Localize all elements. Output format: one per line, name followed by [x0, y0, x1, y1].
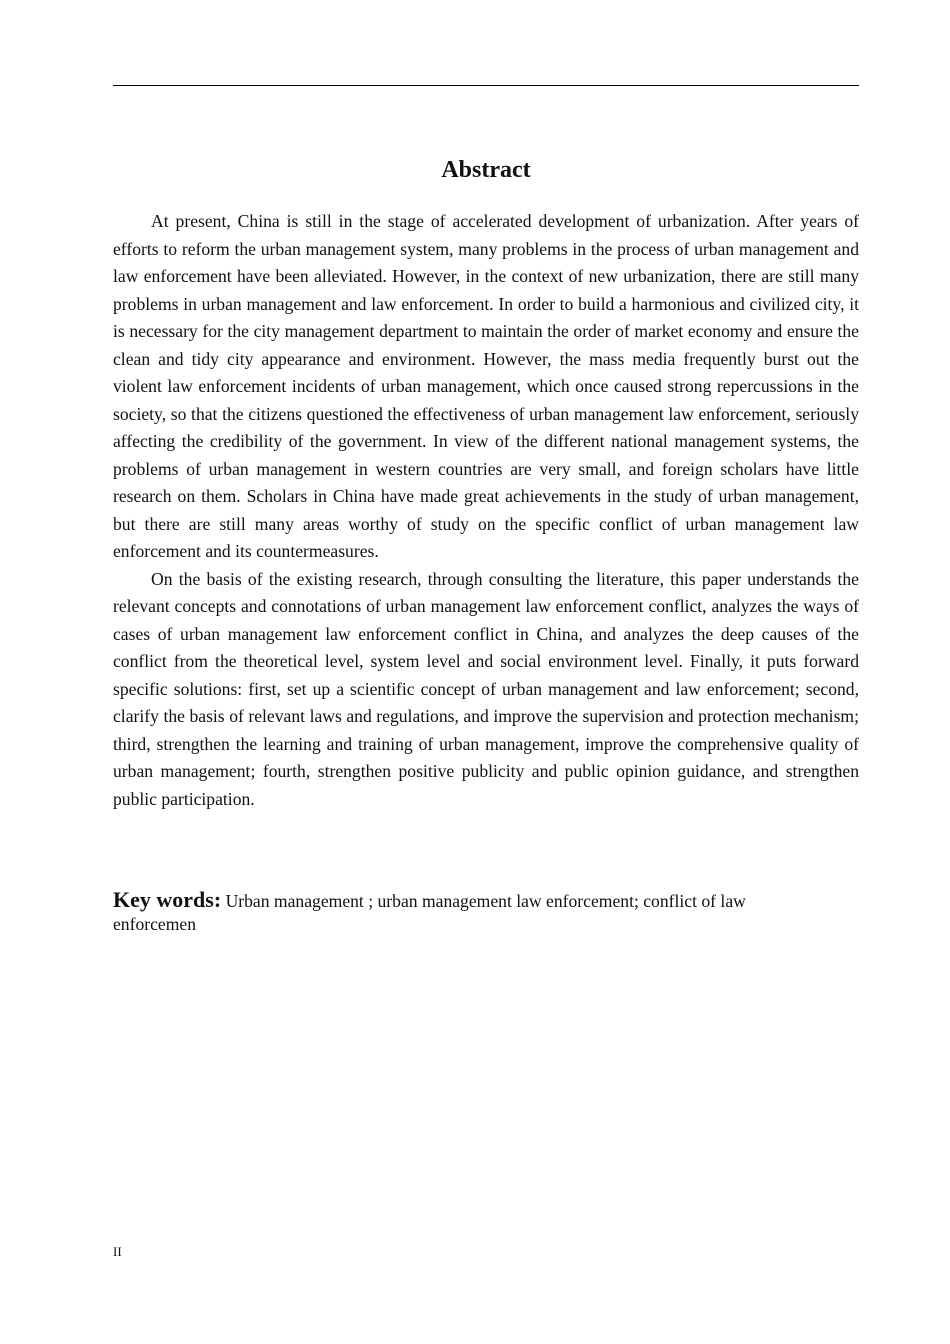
keywords-label: Key words: — [113, 887, 222, 912]
abstract-body — [113, 208, 859, 813]
abstract-paragraph-1: At present, China is still in the stage of accelerated development of urbanization. After years of efforts to reform the urban management system, many problems in the process of urban management and law enforcement have been alleviated. However, in the context of new urbanization, there are still many problems in urban management and law enforcement. In order to build a harmonious and civilized city, it is necessary for the city management department to maintain the order of market economy and ensure the clean and tidy city appearance and environment. However, the mass media frequently burst out the violent law enforcement incidents of urban management, which once caused strong repercussions in the society, so that the citizens questioned the effectiveness of urban management law enforcement, seriously affecting the credibility of the government. In view of the different national management systems, the problems of urban management in western countries are very small, and foreign scholars have little research on them. Scholars in China have made great achievements in the study of urban management, but there are still many areas worthy of study on the specific conflict of urban management law enforcement and its countermeasures. — [113, 211, 859, 561]
page-number: II — [113, 1244, 122, 1259]
keywords-line — [113, 888, 813, 936]
abstract-title: Abstract — [441, 157, 531, 183]
keywords-text: Urban management ; urban management law enforcement; conflict of law enforcemen — [113, 891, 746, 934]
abstract-paragraph-2: On the basis of the existing research, through consulting the literature, this paper understands the relevant concepts and connotations of urban management law enforcement conflict, analyzes the ways of cases of urban management law enforcement conflict in China, and analyzes the deep causes of the conflict from the theoretical level, system level and social environment level. Finally, it puts forward specific solutions: first, set up a scientific concept of urban management and law enforcement; second, clarify the basis of relevant laws and regulations, and improve the supervision and protection mechanism; third, strengthen the learning and training of urban management, improve the comprehensive quality of urban management; fourth, strengthen positive publicity and public opinion guidance, and strengthen public participation. — [113, 568, 859, 809]
header-rule — [113, 85, 859, 86]
